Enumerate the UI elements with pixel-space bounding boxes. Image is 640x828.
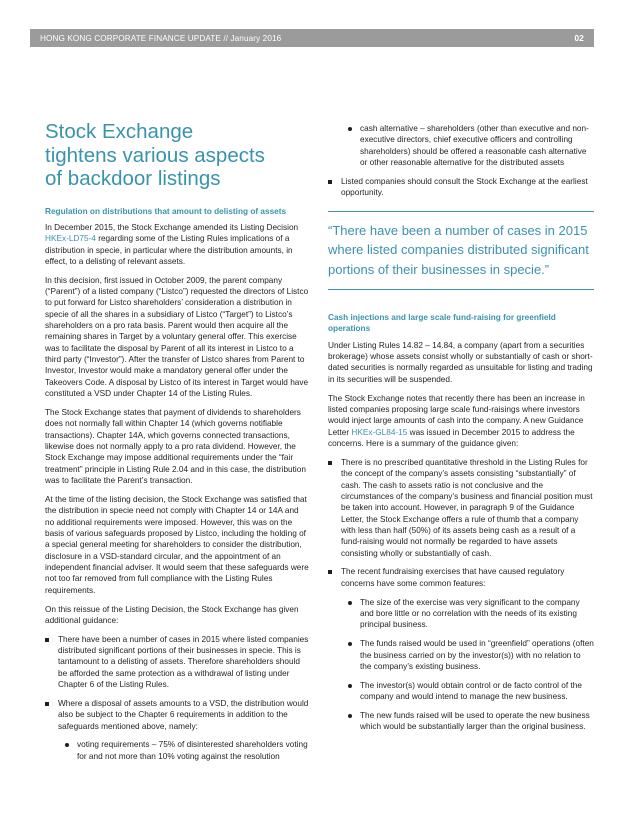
sub-list-item: The investor(s) would obtain control or de facto control of the company and would intend to manage the new business. [328,680,594,703]
paragraph: On this reissue of the Listing Decision, the Stock Exchange has given additional guidance: [45,604,299,625]
paragraph-text: In December 2015, the Stock Exchange amended its Listing Decision [45,222,299,232]
guidance-list-continued [328,123,594,199]
title-line-3: of backdoor listings [45,167,221,190]
article-title [45,120,309,191]
paragraph: Under Listing Rules 14.82 – 14.84, a company (apart from a securities brokerage) whose assets consist wholly or substantially of cash or short-dated securities is normally regarded as unsuitable for listing and trading in its securities will be suspended. [328,340,593,384]
list-item: There is no prescribed quantitative threshold in the Listing Rules for the concept of the company’s assets consisting “substantially” of cash. The cash to assets ratio is not conclusive and the circumstances of the company’s business and financial position must be taken into account. However, in paragraph 9 of the Guidance Letter, the Stock Exchange offers a rule of thumb that a company with less than half (50%) of its assets being cash as a result of a fund-raising would not normally be regarded to have assets consisting wholly or substantially of cash. [328,457,594,559]
title-line-1: Stock Exchange [45,120,194,143]
left-column [45,120,309,770]
title-line-2: tightens various aspects [45,143,265,167]
paragraph [328,393,594,450]
cash-guidance-list [328,457,594,733]
paragraph-text: The Stock Exchange notes that recently there has been an increase in listed companies proposing large scale fund-raisings where investors would inject large amounts of cash into the company. A new Guidance Letter [328,393,585,437]
section-heading-delisting: Regulation on distributions that amount to delisting of assets [45,206,287,216]
header-title: HONG KONG CORPORATE FINANCE UPDATE // January 2016 [40,33,282,43]
page-header [30,29,594,47]
guidance-list [45,634,309,762]
listing-decision-link[interactable]: HKEx-LD75-4 [45,234,96,244]
paragraph: In this decision, first issued in October 2009, the parent company (“Parent”) of a listed company (“Listco”) requested the directors of Listco to put forward for Listco shareholders’ consideration a distribution in specie of all the shares in a subsidiary of Listco (“Target”) to Listco’s shareholders on a pro rata basis. Parent would then acquire all the remaining shares in Target by a voluntary general offer. This exercise was to facilitate the disposal by Parent of all its interest in Listco to a third party (“Investor”). After the transfer of Listco shares from Parent to Investor, Investor would make a mandatory general offer under the Takeovers Code. A disposal by Listco of its interest in Target would have constituted a VSD under Chapter 14 of the Listing Rules. [45,275,309,399]
right-column [328,123,594,740]
list-item: There have been a number of cases in 2015 where listed companies distributed significant portions of their businesses in specie. This is tantamount to a delisting of assets. Therefore shareholders should be afforded the same protection as a withdrawal of listing under Chapter 6 of the Listing Rules. [45,634,309,691]
sub-list-item: cash alternative – shareholders (other than executive and non-executive directors, chief executive officers and controlling shareholders) should be offered a reasonable cash alternative or other reasonable alternative for the distributed assets [328,123,594,168]
paragraph-text: regarding some of the Listing Rules implications of a distribution in specie, in particular where the distribution amounts, in effect, to a delisting of relevant assets. [45,234,293,266]
paragraph: The Stock Exchange states that payment of dividends to shareholders does not normally fall within Chapter 14 (which governs notifiable transactions). Chapter 14A, which governs connected transactions, likewise does not normally apply to a pro rata dividend. However, the Stock Exchange may impose additional requirements under the “fair treatment” principle in Listing Rule 2.04 and in this case, the distribution was to facilitate the Parent’s transaction. [45,408,306,486]
sub-list-item: voting requirements – 75% of disinterested shareholders voting for and not more than 10% voting against the resolution [45,739,309,762]
list-item: Where a disposal of assets amounts to a VSD, the distribution would also be subject to the Chapter 6 requirements in addition to the safeguards mentioned above, namely: [45,698,309,732]
paragraph-text: was issued in December 2015 to address the concerns. Here is a summary of the guidance given: [328,427,575,448]
pull-quote: “There have been a number of cases in 2015 where listed companies distributed significant portions of their businesses in specie.” [328,211,594,291]
list-item: The recent fundraising exercises that have caused regulatory concerns have some common features: [328,566,594,589]
sub-list-item: The size of the exercise was very significant to the company and bore little or no correlation with the needs of its existing principal business. [328,597,594,631]
page-number: 02 [574,33,584,43]
paragraph: At the time of the listing decision, the Stock Exchange was satisfied that the distribution in specie need not comply with Chapter 14 or 14A and no additional requirements were imposed. However, this was on the basis of various safeguards proposed by Listco, including the holding of a special general meeting for shareholders to consider the distribution, disclosure in a VSD-standard circular, and the appointment of an independent financial adviser. It would seem that these safeguards were not too far removed from full compliance with the Listing Rules requirements. [45,494,309,595]
list-item: Listed companies should consult the Stock Exchange at the earliest opportunity. [328,176,594,199]
paragraph [45,222,309,267]
guidance-letter-link[interactable]: HKEx-GL84-15 [351,427,408,437]
sub-list-item: The new funds raised will be used to operate the new business which would be substantially larger than the original business. [328,710,594,733]
sub-list-item: The funds raised would be used in “greenfield” operations (often the business carried on by the investor(s)) with no relation to the company’s existing business. [328,638,594,672]
section-heading-cash-injections: Cash injections and large scale fund-raising for greenfield operations [328,313,556,334]
